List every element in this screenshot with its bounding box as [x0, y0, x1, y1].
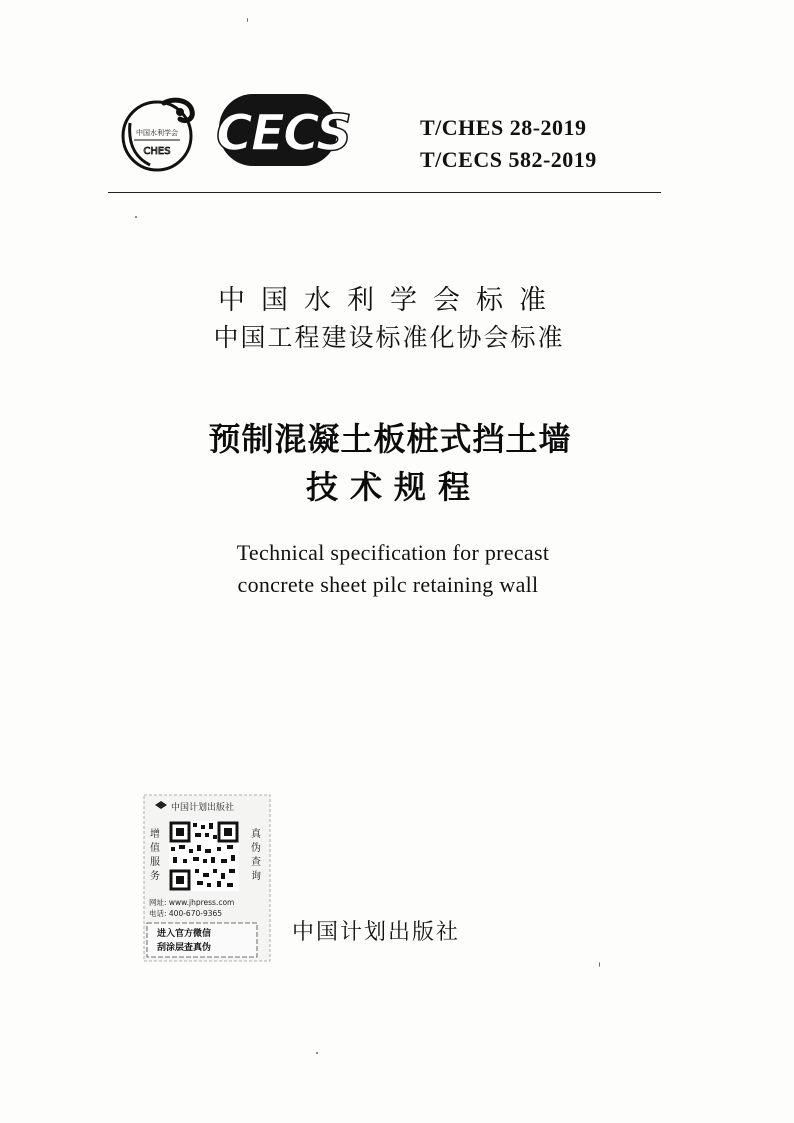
sticker-right-3: 查: [251, 857, 261, 868]
publisher-name: 中国计划出版社: [292, 920, 461, 945]
sticker-brand: 中国计划出版社: [171, 803, 235, 813]
scan-speck: [316, 1052, 318, 1054]
sticker-left-3: 服: [150, 857, 160, 868]
qr-code-icon: [169, 821, 239, 891]
sticker-left-2: 值: [150, 843, 160, 854]
organization-line-2: 中国工程建设标准化协会标准: [213, 323, 565, 352]
scan-speck: [599, 962, 600, 967]
scan-speck: [247, 18, 248, 22]
sticker-phone: 电话: 400-670-9365: [149, 909, 223, 918]
code-ches: T/CHES 28-2019: [420, 115, 587, 140]
standard-codes: [420, 112, 660, 176]
sticker-note-2: 刮涂层查真伪: [157, 943, 212, 953]
header-divider: [108, 192, 661, 193]
title-zh-line-2: 技术规程: [305, 468, 482, 506]
sticker-right-4: 询: [251, 871, 261, 882]
ches-logo-label: 中国水利学会: [136, 129, 178, 137]
ches-logo-sub: CHES: [143, 146, 171, 157]
sticker-left-1: 增: [150, 829, 160, 840]
ches-logo-icon: [116, 93, 198, 175]
sticker-left-4: 务: [150, 871, 160, 882]
code-cecs: T/CECS 582-2019: [420, 147, 597, 172]
title-en-line-1: Technical specification for precast: [236, 540, 550, 565]
cecs-logo-label: CECS: [216, 104, 350, 162]
sticker-right-1: 真: [251, 829, 261, 840]
anti-counterfeit-sticker: [141, 793, 273, 963]
sticker-note-1: 进入官方微信: [157, 929, 212, 939]
scan-speck: [135, 216, 137, 218]
sticker-right-2: 伪: [251, 843, 261, 854]
title-en-line-2: concrete sheet pilc retaining wall: [237, 572, 539, 597]
sticker-website: 网址: www.jhpress.com: [149, 898, 235, 907]
title-zh-line-1: 预制混凝土板桩式挡土墙: [208, 420, 572, 458]
cecs-logo-icon: [209, 92, 357, 168]
organization-line-1: 中国水利学会标准: [218, 285, 562, 316]
